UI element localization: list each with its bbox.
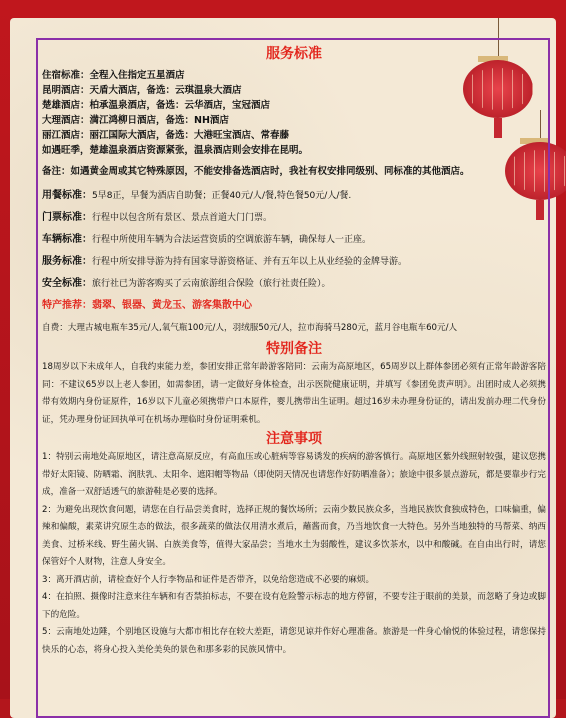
standard-label: 车辆标准： bbox=[42, 234, 92, 245]
standard-text: 行程中所使用车辆为合法运营资质的空调旅游车辆，确保每人一正座。 bbox=[92, 235, 372, 245]
standard-text: 5早8正，早餐为酒店自助餐；正餐40元/人/餐,特色餐50元/人/餐. bbox=[92, 191, 352, 201]
standard-label: 安全标准： bbox=[42, 278, 92, 289]
self-pay: 自费：大理古城电瓶车35元/人,氧气瓶100元/人，羽绒服50元/人，拉市海骑马280元，蓝月谷电瓶车60元/人 bbox=[42, 323, 458, 333]
content bbox=[42, 44, 546, 659]
service-title: 服务标准 bbox=[266, 46, 322, 62]
hotel-line: 大理酒店：満江鸿柳日酒店，备选：NH酒店 bbox=[42, 115, 229, 126]
caution-item: 3：离开酒店前，请检查好个人行李物品和证件是否带齐，以免给您造成不必要的麻烦。 bbox=[42, 574, 375, 585]
standard-item bbox=[42, 251, 546, 273]
special-products: 特产推荐：翡翠、银器、黄龙玉、游客集散中心 bbox=[42, 300, 252, 311]
standard-label: 服务标准： bbox=[42, 256, 92, 267]
standard-label: 用餐标准： bbox=[42, 190, 92, 201]
standard-item bbox=[42, 185, 546, 207]
standard-text: 行程中所安排导游为持有国家导游资格证、并有五年以上从业经验的金牌导游。 bbox=[92, 257, 408, 267]
caution-item: 2：为避免出现饮食问题，请您在自行品尝美食时，选择正规的餐饮场所；云南少数民族众多，当地民族饮食独成特色，口味偏重，偏辣和偏酸，素菜讲究原生态的做法，很多蔬菜的做法仅用清水煮后，蘸酱而食，乃当地饮食一大特色。另外当地独特的马帮菜、纳西美食、过桥米线、野生菌火锅、白族美食等，值得大家品尝；当地水土为弱酸性，建议多饮茶水，以中和酸碱。在自由出行时，请您保管好个人财物，注意人身安全。 bbox=[42, 504, 546, 567]
hotel-line: 楚雄酒店：柏承温泉酒店，备选：云华酒店，宝冠酒店 bbox=[42, 100, 271, 111]
special-notes-text: 18周岁以下未成年人，自我约束能力差，参团安排正常年龄游客陪同：云南为高原地区，65周岁以上群体参团必须有正常年龄游客陪同：不建议65岁以上老人参团，如需参团，请一定做好身体检查，出示医院健康证明，并填写《参团免责声明》。出团时成人必须携带有效期内身份证原件，16岁以下儿童必须携带户口本原件，婴儿携带出生证明。超过16岁未办理身份证的，请出发前办理二代身份证，凭办理身份证回执单可在机场办理临时身份证明乘机。 bbox=[42, 362, 546, 425]
standard-item bbox=[42, 229, 546, 251]
standard-label: 门票标准： bbox=[42, 212, 92, 223]
hotel-line: 昆明酒店：天盾大酒店，备选：云琪温泉大酒店 bbox=[42, 85, 242, 96]
caution-item: 5：云南地处边陲，个别地区设施与大都市相比存在较大差距，请您见谅并作好心理准备。旅游是一件身心愉悦的体验过程，请您保持快乐的心态，将身心投入美伦美奂的景色和那多彩的民族风情中。 bbox=[42, 627, 546, 655]
hotel-line: 丽江酒店：丽江国际大酒店，备选：大港旺宝酒店、常春藤 bbox=[42, 130, 290, 141]
standard-item bbox=[42, 207, 546, 229]
cautions-title: 注意事项 bbox=[266, 431, 322, 447]
standard-item bbox=[42, 273, 546, 295]
hotel-line: 如遇旺季，楚雄温泉酒店资源紧张，温泉酒店则会安排在昆明。 bbox=[42, 145, 309, 156]
hotel-standard: 住宿标准：全程入住指定五星酒店 bbox=[42, 70, 185, 81]
standard-text: 行程中以包含所有景区、景点首道大门门票。 bbox=[92, 213, 273, 223]
special-notes-title: 特别备注 bbox=[266, 341, 322, 357]
standard-text: 旅行社已为游客购买了云南旅游组合保险（旅行社责任险）。 bbox=[92, 279, 331, 289]
hotel-note: 备注：如遇黄金周或其它特殊原因，不能安排备选酒店时，我社有权安排同级别、同标准的其他酒店。 bbox=[42, 166, 470, 177]
caution-item: 4：在拍照、摄像时注意来往车辆和有否禁拍标志，不要在设有危险警示标志的地方停留，不要专注于眼前的美景，而忽略了身边或脚下的危险。 bbox=[42, 592, 546, 620]
caution-item: 1：特别云南地处高原地区，请注意高原反应，有高血压或心脏病等容易诱发的疾病的游客慎行。高原地区紫外线照射较强，建议您携带好太阳镜、防晒霜、润肤乳、太阳伞、遮阳帽等物品（即使阴天情况也请您作好防晒准备）；旅途中很多景点游玩，都是要靠步行完成，准备一双舒适透气的旅游鞋是必要的选择。 bbox=[42, 452, 546, 497]
